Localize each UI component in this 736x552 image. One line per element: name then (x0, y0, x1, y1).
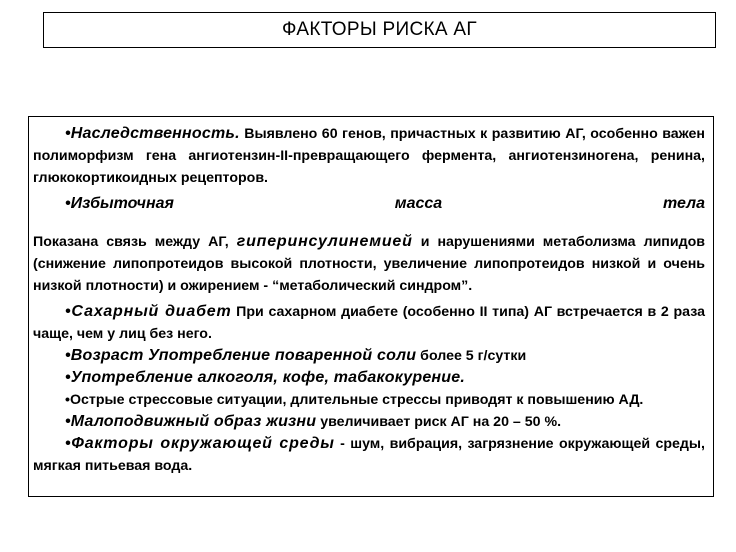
term-environment: •Факторы окружающей среды (65, 435, 335, 452)
item-overweight-text (33, 231, 705, 297)
item-heredity (33, 123, 705, 189)
term-age-salt: •Возраст Употребление поваренной соли (65, 347, 417, 364)
overweight-prefix: Показана связь между АГ, (33, 234, 237, 250)
term-overweight-word-2: масса (394, 195, 443, 212)
term-alcohol: •Употребление алкоголя, кофе, табакокурение. (65, 369, 466, 386)
content-box (28, 116, 714, 497)
item-age-salt (33, 345, 705, 367)
overweight-emphasis: гиперинсулинемией (236, 233, 413, 250)
term-heredity: •Наследственность. (65, 125, 240, 142)
term-overweight (33, 193, 705, 215)
text-age-salt: более 5 г/сутки (416, 348, 527, 364)
term-overweight-word-1: •Избыточная (65, 195, 174, 212)
item-stress (33, 389, 705, 411)
spacer (33, 215, 705, 231)
item-diabetes (33, 301, 705, 345)
item-environment (33, 433, 705, 477)
term-diabetes: •Сахарный диабет (65, 303, 232, 320)
text-sedentary: увеличивает риск АГ на 20 – 50 %. (316, 414, 562, 430)
item-alcohol (33, 367, 705, 389)
text-heredity: Выявлено 60 генов, причастных к развитию АГ, особенно важен полиморфизм гена ангиотензин-II-превращающего фермента, ангиотензиногена, ренина, глюкокортикоидных рецепторов. (33, 126, 705, 186)
slide-title: ФАКТОРЫ РИСКА АГ (282, 19, 477, 40)
term-overweight-word-3: тела (663, 195, 705, 212)
title-box (43, 12, 716, 48)
text-environment: - шум, вибрация, загрязнение окружающей среды, мягкая питьевая вода. (33, 436, 705, 474)
term-sedentary: •Малоподвижный образ жизни (65, 413, 317, 430)
text-stress: •Острые стрессовые ситуации, длительные стрессы приводят к повышению АД. (65, 392, 644, 408)
overweight-suffix: и нарушениями метаболизма липидов (снижение липопротеидов высокой плотности, увеличение липопротеидов низкой и очень низкой плотности) и ожирением - “метаболический синдром”. (33, 234, 705, 294)
item-sedentary (33, 411, 705, 433)
text-diabetes: При сахарном диабете (особенно II типа) АГ встречается в 2 раза чаще, чем у лиц без него. (33, 304, 705, 342)
